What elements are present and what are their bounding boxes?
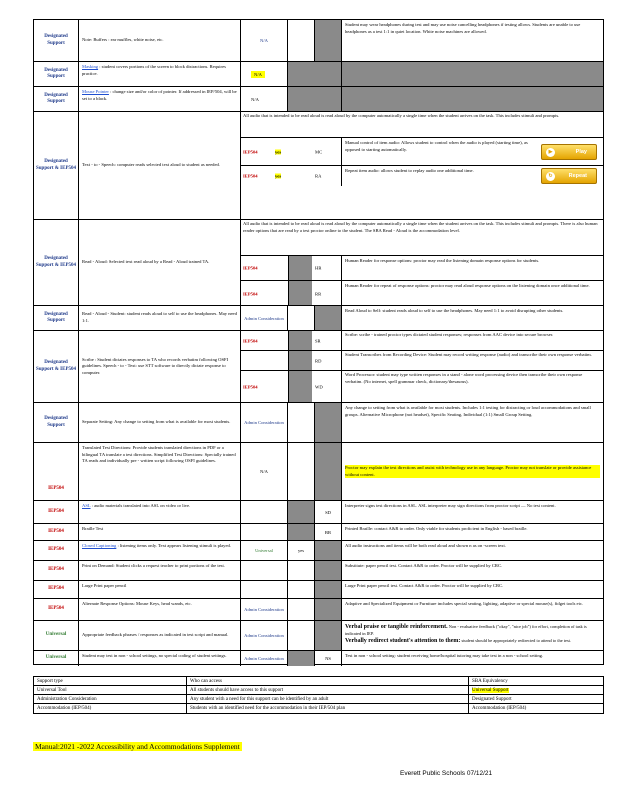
table-row <box>34 20 603 62</box>
support-category: Universal <box>34 651 79 666</box>
legend-cell: All students should have access to this support <box>187 686 469 694</box>
sba-description: Human Reader for repeat of response options: proctor may read aloud response options on the listening domain once additional time. <box>345 283 590 288</box>
table-row <box>34 599 603 621</box>
legend-cell: Designated Support <box>472 697 512 702</box>
legend-cell: Administration Consideration <box>34 695 187 703</box>
support-category: Designated Support & IEP504 <box>34 112 79 219</box>
support-description: Appropriate feedback phrases / responses as indicated in test script and manual. <box>79 621 241 650</box>
support-category: Designated Support & IEP504 <box>34 331 79 402</box>
table-row <box>34 501 603 524</box>
support-link[interactable]: Closed Captioning <box>82 543 117 548</box>
code: RA <box>315 173 322 179</box>
legend-cell: Accommodation (IEP/504) <box>472 706 527 711</box>
support-category: IEP504 <box>34 443 79 500</box>
support-description: : change size and/or color of pointer. If addressed in IEP/504, will be set to a black. <box>82 89 237 101</box>
legend-cell: Any student with a need for this support can be identified by an adult <box>187 695 469 703</box>
legend-row <box>34 695 603 704</box>
support-category: Designated Support <box>34 62 79 86</box>
sba-description: Student Transcribes from Recording Device: Student may record writing response (audio) and transcribe their own response verbatim. <box>345 352 592 357</box>
sba-description: All audio that is intended to be read aloud is read aloud by the computer automatically a single time when the student arrives on the task. This includes stimuli and prompts. There is also human reader options that are read by a test proctor online to the student. The SBA Read - Aloud is the accommodation level. <box>243 221 598 233</box>
redirect-heading: Verbally redirect student's attention to them: <box>345 638 461 645</box>
support-description: Separate Setting: Any change to setting from what is available for most students. <box>79 403 241 442</box>
sba-description: Repeat item audio: allows student to replay audio one additional time. <box>345 168 474 173</box>
sba-description: All audio that is intended to be read aloud is read aloud by the computer automatically a single time when the student arrives on the task. This includes stimuli and prompts. <box>243 113 560 118</box>
who-access: N/A <box>251 96 259 102</box>
support-description: : student covers portions of the screen to block distractions. Requires practice. <box>82 64 226 76</box>
support-category: IEP504 <box>34 599 79 620</box>
sba-description: Word Processor: student may type written responses in a stand - alone word processing device then transcribe their own response verbatim. (No internet, spell grammar check, dictionary/thesaurus). <box>345 372 583 384</box>
support-description: Braille Test <box>79 524 241 540</box>
repeat-icon: ↻ <box>546 172 555 181</box>
play-button[interactable]: ▶ Play <box>541 144 597 160</box>
sba-description: Adaptive and Specialized Equipment or Furniture includes special seating, lighting, adaptive or special mouse(s), fidget tools etc. <box>345 601 584 606</box>
support-description: : audio materials translated into ASL on video or live. <box>90 503 191 508</box>
support-category: IEP504 <box>34 541 79 560</box>
sba-description: Test in non - school setting: student receiving home/hospital tutoring may take test in a non - school setting. <box>345 653 544 658</box>
sba-description: student should be appropriately redirected to attend to the test. <box>460 638 571 644</box>
sba-description: Any change to setting from what is available for most students. Includes 1:1 testing for distracting or loud accommodations and small groups. Alternative Microphone (not headset), Specific Seating, Individual (1:1) Small Group Setting. <box>345 405 591 417</box>
sba-description: Read Aloud to Self: student reads aloud to self to use the headphones. May need 1:1 to avoid disrupting other students. <box>345 308 564 313</box>
value-yes: yes <box>275 173 282 179</box>
accommodation-label: IEP504 <box>243 173 258 179</box>
support-category: IEP504 <box>34 581 79 598</box>
support-link[interactable]: Masking <box>82 64 99 69</box>
support-category: IEP504 <box>34 524 79 540</box>
accommodation-label: IEP504 <box>243 265 258 271</box>
legend-row <box>34 704 603 713</box>
table-row <box>34 651 603 666</box>
value-yes: yes <box>288 541 315 560</box>
support-description: Print on Demand: Student clicks a request teacher to print portions of the test. <box>79 561 241 580</box>
support-category: Designated Support <box>34 306 79 330</box>
legend-cell: Accommodation (IEP/504) <box>34 704 187 713</box>
publisher-date: Everett Public Schools 07/12/21 <box>400 770 493 777</box>
support-link[interactable]: ASL <box>82 503 91 508</box>
table-row <box>34 581 603 599</box>
accommodations-table <box>33 19 604 665</box>
code: MC <box>315 149 323 154</box>
support-category: Designated Support <box>34 403 79 442</box>
table-row <box>34 62 603 87</box>
support-category: IEP504 <box>34 501 79 523</box>
support-category: Universal <box>34 621 79 650</box>
code: RR <box>315 291 322 296</box>
who-access: Admin Consideration <box>241 651 288 666</box>
support-description: Scribe : Student dictates responses to TA who records verbatim following OSFI guidelines. Speech - to - Text: use STT software to directly dictate response to computer. <box>79 331 241 402</box>
table-row <box>34 541 603 561</box>
who-access: Admin Consideration <box>241 599 288 620</box>
who-access: N/A <box>251 71 265 78</box>
legend-cell: Who can access <box>187 677 469 685</box>
support-description: Note: Buffers : ear muffles, white noise, etc. <box>79 20 241 61</box>
sba-description: All audio instructions and items will be both read aloud and shown n as on -screen text. <box>345 543 506 548</box>
code: SR <box>315 338 321 343</box>
who-access: N/A <box>241 443 288 500</box>
support-description: Text - to - Speech: computer reads selected text aloud to student as needed. <box>79 112 241 219</box>
value-yes: yes <box>275 149 282 154</box>
sba-description: Large Print paper pencil test. Contact A&R to order. Proctor will be supplied by CRC. <box>345 583 504 588</box>
manual-title: Manual:2021 -2022 Accessibility and Accommodations Supplement <box>35 742 240 751</box>
support-link[interactable]: Mouse Pointer <box>82 89 109 94</box>
who-access: Admin Consideration <box>241 306 288 330</box>
code: BR <box>324 529 332 535</box>
support-category: IEP504 <box>34 561 79 580</box>
who-access: Admin Consideration <box>241 403 288 442</box>
who-access: N/A <box>241 20 288 61</box>
table-row <box>34 443 603 501</box>
legend-cell: Students with an identified need for the accommodation in their IEP/504 plan <box>187 704 469 713</box>
feedback-heading: Verbal praise or tangible reinforcement. <box>345 624 448 630</box>
accommodation-label: IEP504 <box>243 384 258 390</box>
table-row <box>34 524 603 541</box>
support-description: Alternate Response Options: Mouse Keys, head wands, etc. <box>79 599 241 620</box>
who-access: Universal <box>241 541 288 560</box>
legend-cell: Universal Support <box>472 688 509 693</box>
legend-cell: SBA Equivalency <box>472 679 508 684</box>
sba-description: Non - evaluative feedback ("okay", "nice job") for effort, completion of task is indicated in IEP. <box>345 624 587 637</box>
support-description: : listening items only. Text appears listening stimuli is played. <box>116 543 231 548</box>
sba-description: Printed Braille: contact A&R to order. Only viable for students proficient in English - based braille. <box>345 526 528 531</box>
sba-description: Manual control of item audio: Allows student to control when the audio is played (starting time), as opposed to starting automatically. <box>345 140 528 152</box>
table-row <box>34 331 603 403</box>
legend-cell: Universal Tool <box>34 686 187 694</box>
table-row <box>34 403 603 443</box>
code: NS <box>325 656 331 661</box>
support-description: Read - Aloud - Student: student reads aloud to self to use the headphones. May need 1:1. <box>79 306 241 330</box>
table-row <box>34 220 603 306</box>
sba-description: Substitute: paper pencil test. Contact A&R to order. Proctor will be supplied by CRC. <box>345 563 503 568</box>
legend-table <box>33 676 604 714</box>
code: HR <box>315 265 322 271</box>
repeat-button[interactable]: ↻ Repeat <box>541 168 597 184</box>
support-category: Designated Support & IEP504 <box>34 220 79 305</box>
sba-description: Student may wear headphones during test and may use noise cancelling headphones if testing allows. Students are unable to use headphones as a test 1:1 in quiet location. White noise machines are allowed. <box>345 22 581 34</box>
accommodation-label: IEP504 <box>243 291 258 296</box>
table-row <box>34 306 603 331</box>
code: RD <box>315 358 322 363</box>
code: WD <box>315 384 323 390</box>
accommodation-label: IEP504 <box>243 338 258 343</box>
legend-row <box>34 677 603 686</box>
accommodation-label: IEP504 <box>243 149 258 154</box>
legend-row <box>34 686 603 695</box>
code: SD <box>325 509 331 515</box>
support-description: Student may test in non - school settings, no special coding of student settings. <box>79 651 241 666</box>
support-category: Designated Support <box>34 87 79 111</box>
sba-description: Human Reader for response options: proctor may read the listening domain response options for students. <box>345 258 540 263</box>
support-description: Read - Aloud: Selected text read aloud by a Read - Aloud trained TA. <box>79 220 241 305</box>
sba-description: Proctor may explain the test directions and assist with technology use in any language. Proctor may not translate or provide assistance without content. <box>345 465 600 478</box>
table-row <box>34 87 603 112</box>
support-category: Designated Support <box>34 20 79 61</box>
sba-description: Interpreter signs test directions in ASL. ASL interpreter may sign directions from proctor script — No test content. <box>345 503 556 508</box>
sba-description: Scribe: scribe - trained proctor types dictated student responses; responses from AAC device into secure browser. <box>345 332 554 337</box>
table-row <box>34 621 603 651</box>
legend-cell: Support type <box>34 677 187 685</box>
support-description: Translated Test Directions: Provide students translated directions in PDF or a bilingual TA translate a test directions. Simplified Test Directions: Specially trained TA reads and individually pre - written script following OSFI guidelines. <box>79 443 241 500</box>
who-access: Admin Consideration <box>241 621 288 650</box>
support-description: Large Print paper pencil <box>79 581 241 598</box>
table-row <box>34 112 603 220</box>
play-icon: ▶ <box>546 148 555 157</box>
table-row <box>34 561 603 581</box>
